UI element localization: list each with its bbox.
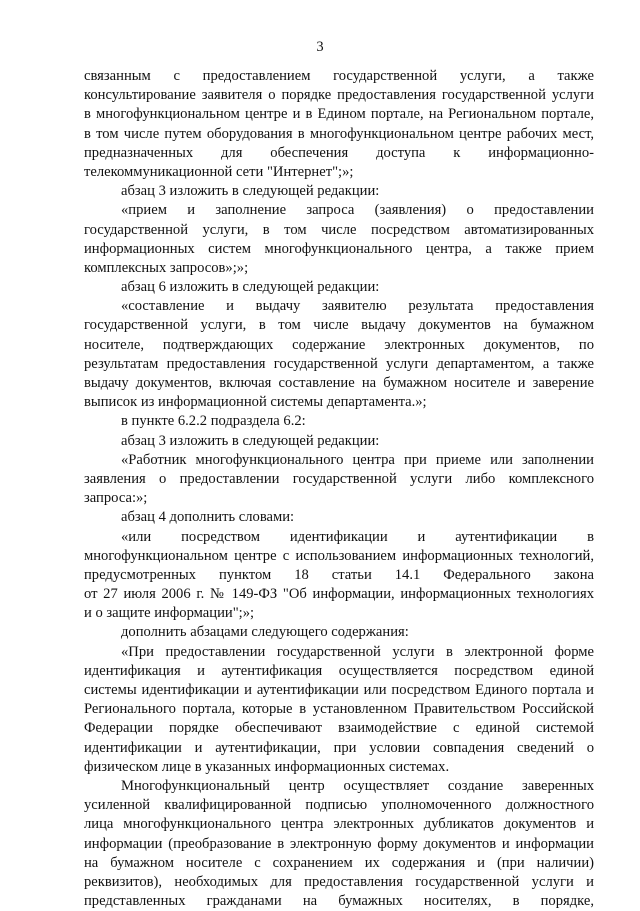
text-line: «При предоставлении государственной услуги в электронной форме xyxy=(121,643,594,660)
text-line: «прием и заполнение запроса (заявления) о предоставлении xyxy=(121,202,594,219)
text-line: дополнить абзацами следующего содержания: xyxy=(121,624,409,641)
text-line: выписок из информационной системы департамента.»; xyxy=(84,394,427,411)
text-line: «Работник многофункционального центра при приеме или заполнении xyxy=(121,451,594,468)
text-line: Регионального портала, которые в установленном Правительством Российской xyxy=(84,701,594,718)
text-line: системы идентификации и аутентификации или посредством Единого портала и xyxy=(84,682,594,698)
text-line: многофункциональном центре с использованием информационных технологий, xyxy=(84,547,594,564)
text-line: предназначенных для обеспечения доступа к информационно- xyxy=(84,144,594,161)
text-line: информации (преобразование в электронную форму документов и информации xyxy=(84,835,594,852)
text-line: комплексных запросов»;»; xyxy=(84,259,249,276)
text-line: реквизитов), необходимых для предоставления государственной услуги и xyxy=(84,873,594,890)
text-line: заявления о предоставлении государственной услуги либо комплексного xyxy=(84,470,594,487)
text-line: Многофункциональный центр осуществляет создание заверенных xyxy=(121,777,594,794)
text-line: абзац 3 изложить в следующей редакции: xyxy=(121,183,380,200)
text-line: и о защите информации";»; xyxy=(84,605,255,622)
text-line: представленных гражданами на бумажных носителях, в порядке, xyxy=(84,893,594,910)
document-body xyxy=(84,67,594,911)
text-line: идентификация и аутентификация осуществляется посредством единой xyxy=(84,662,594,679)
text-line: абзац 6 изложить в следующей редакции: xyxy=(121,279,380,296)
text-line: абзац 3 изложить в следующей редакции: xyxy=(121,432,380,449)
text-line: информационных систем многофункционального центра, а также прием xyxy=(84,240,594,257)
text-line: предусмотренных пунктом 18 статьи 14.1 Федерального закона xyxy=(84,566,594,583)
text-line: абзац 4 дополнить словами: xyxy=(121,509,295,526)
text-line: выдачу документов, включая составление на бумажном носителе и заверение xyxy=(84,375,594,391)
text-line: связанным с предоставлением государственной услуги, а также xyxy=(84,68,594,84)
text-line: в пункте 6.2.2 подраздела 6.2: xyxy=(121,413,306,430)
text-line: в многофункциональном центре и в Едином портале, на Региональном портале, xyxy=(84,106,594,123)
text-line: от 27 июля 2006 г. № 149-ФЗ "Об информации, информационных технологиях xyxy=(84,586,594,603)
text-line: усиленной квалифицированной подписью уполномоченного должностного xyxy=(84,797,594,814)
text-line: «или посредством идентификации и аутентификации в xyxy=(121,528,594,545)
text-line: государственной услуги, в том числе выдачу документов на бумажном xyxy=(84,317,594,334)
text-line: лица многофункционального центра электронных дубликатов документов и xyxy=(84,816,594,833)
text-line: телекоммуникационной сети "Интернет";»; xyxy=(84,163,354,180)
text-line: физическом лице в указанных информационных системах. xyxy=(84,758,450,775)
text-line: в том числе путем оборудования в многофункциональном центре рабочих мест, xyxy=(84,125,594,142)
text-line: запроса:»; xyxy=(84,490,148,507)
text-line: государственной услуги, в том числе посредством автоматизированных xyxy=(84,221,594,238)
page-number: 3 xyxy=(316,39,324,55)
text-line: результатам предоставления государственной услуги департаментом, а также xyxy=(84,355,594,372)
text-line: Федерации порядке обеспечивают взаимодействие с единой системой xyxy=(84,720,594,737)
text-line: идентификации и аутентификации, при условии совпадения сведений о xyxy=(84,739,594,756)
text-line: носителе, подтверждающих содержание электронных документов, по xyxy=(84,336,594,353)
text-line: на бумажном носителе с сохранением их содержания и (при наличии) xyxy=(84,854,594,871)
text-line: консультирование заявителя о порядке предоставления государственной услуги xyxy=(84,87,594,104)
text-line: «составление и выдачу заявителю результата предоставления xyxy=(121,298,594,315)
